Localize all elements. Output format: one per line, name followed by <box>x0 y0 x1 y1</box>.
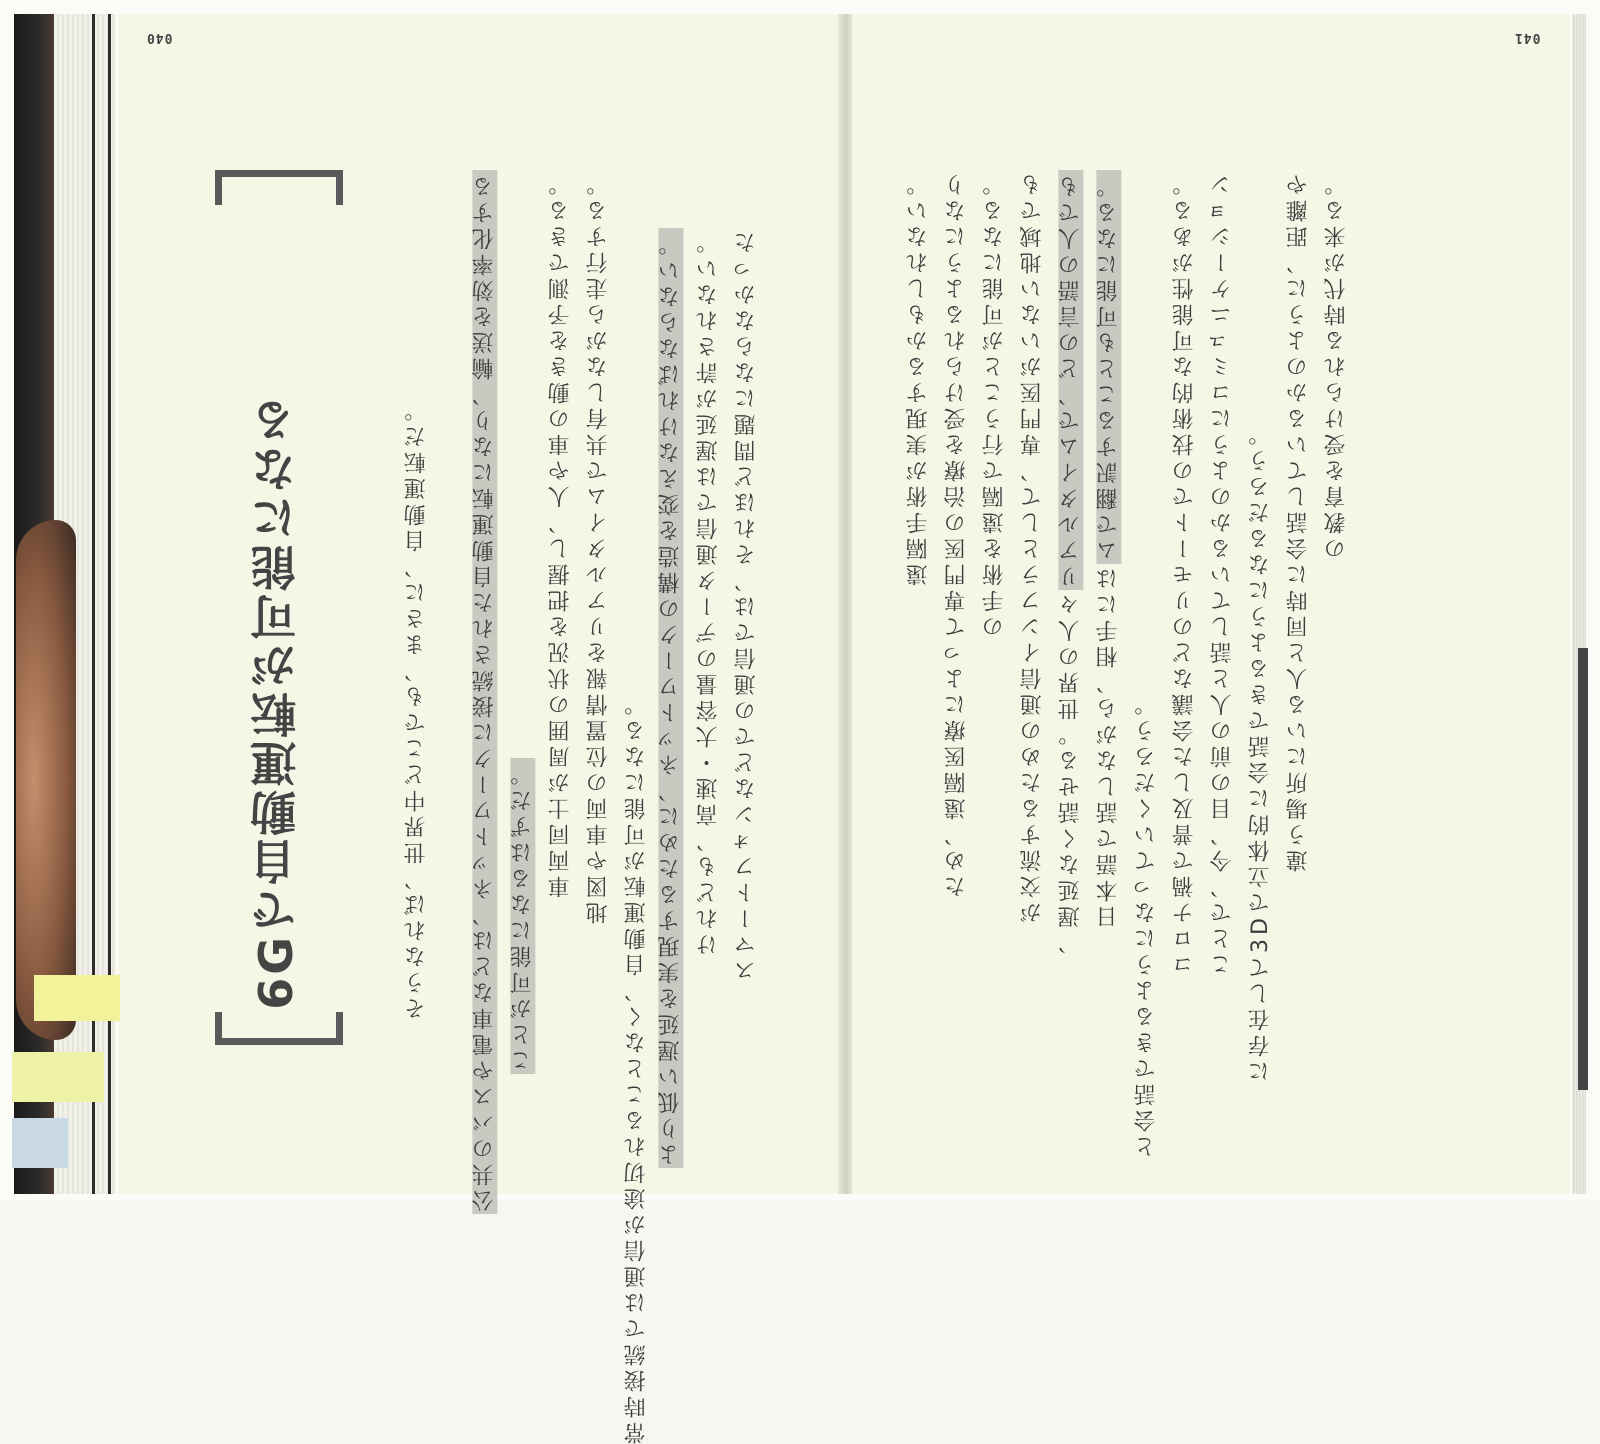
text-column: 違う場所にいる人と同時に会話しているかのように、距離や <box>1286 170 1311 872</box>
text-column: の教育を受けられる時代が来る。 <box>1324 170 1349 560</box>
chapter-title: 6Gで自動運転が可能になる <box>249 395 303 1010</box>
title-bracket-top <box>215 170 343 205</box>
page-edge-marker <box>1578 940 1588 1090</box>
sticky-tab-blue <box>12 1118 68 1168</box>
highlighted-text: ムで翻訳することも可能になる。 <box>1096 172 1121 562</box>
text-column: そうなれば、世界中どこでも、まさに、自動運転だ。 <box>404 396 429 1020</box>
text-column <box>1058 170 1084 954</box>
text-run: 、遅延なく話せる。世界の人々 <box>1058 590 1083 954</box>
sticky-tab-yellow <box>12 1052 104 1102</box>
highlighted-text: ことが可能になるはずだ。 <box>510 760 535 1072</box>
page-number-left: 040 <box>146 30 173 45</box>
text-column <box>510 758 536 1074</box>
text-column: コロナ禍で普及した会議などのリモートでの技術的な可能性がある。 <box>1172 170 1197 976</box>
holding-thumb <box>16 520 76 1040</box>
text-column <box>658 228 684 1168</box>
highlighted-text: 公共のバスや電車などは、ネットワークに接続された自動運転になり、輸送を効率化する <box>472 172 497 1212</box>
text-column: が交流するための通信インフラとして、専門医がいない地域でも <box>1020 170 1045 924</box>
sticky-tab-yellow <box>34 975 120 1021</box>
highlighted-text: リアルタイムで、どの言語の人でも <box>1058 172 1083 588</box>
text-column: 地図や車両の位置情報をリアルタイムで共有しながら走行する。 <box>586 170 611 924</box>
text-column: 常時接続では通信が途切れることなく、自動運転が可能になる。 <box>624 690 649 1444</box>
text-column: 車両同士が周囲の状況を把握し、人や車の動きを予測できる。 <box>548 170 573 898</box>
title-bracket-bottom <box>215 1012 343 1045</box>
text-column: スマートフォンなどでの通信では、それほど問題にならなかった <box>734 228 759 982</box>
highlighted-text: より低い遅延を実現するために、ネットワークの構造を変えなければならない。 <box>658 230 683 1166</box>
text-column: ことで、今、目の前の人と話しているかのようにコミュニケーション <box>1210 170 1235 976</box>
text-run: 日本語で話しながら、相手には <box>1096 564 1121 928</box>
text-column: に存在して3Dで立体的に会話できるようになるだろう。 <box>1248 420 1273 1083</box>
text-column: ため、遠隔医療によって専門医の治療を受けられるようになり <box>944 170 969 898</box>
text-column <box>1096 170 1122 928</box>
text-column: 遠隔手術が実現するかもしれない。 <box>906 170 931 586</box>
text-column <box>472 170 498 1214</box>
text-column: けれども、高速・大容量のデータ通信では遅延が許されない。 <box>696 228 721 956</box>
page-number-right: 041 <box>1514 30 1541 45</box>
text-column: と会話できるようになっていくだろう。 <box>1134 690 1159 1158</box>
text-column: の手術を遠隔で行うことが可能になる。 <box>982 170 1007 638</box>
